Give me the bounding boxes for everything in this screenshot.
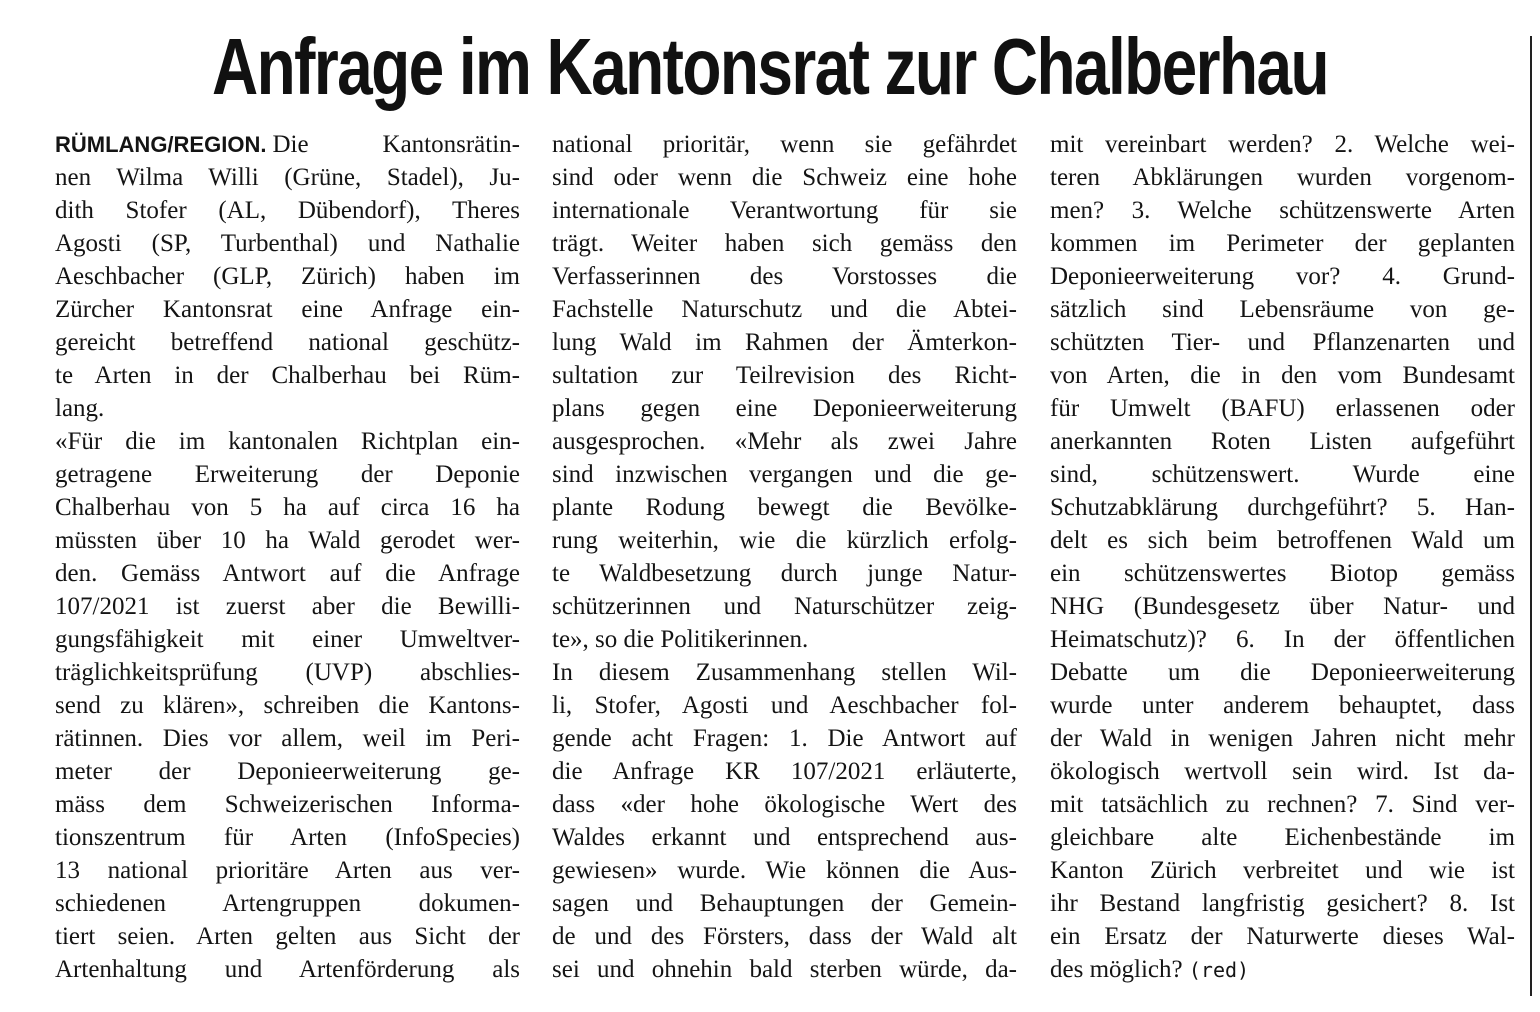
text-line bbox=[552, 425, 1017, 458]
text-line-content: mit vereinbart werden? 2. Welche wei- bbox=[1050, 131, 1515, 158]
text-line bbox=[55, 821, 520, 854]
text-line-content: Die Kantonsrätin- bbox=[272, 131, 520, 158]
text-line bbox=[1050, 557, 1515, 590]
text-line bbox=[55, 227, 520, 260]
text-line-content: sultation zur Teilrevision des Richt- bbox=[552, 362, 1017, 389]
text-line-content: Deponieerweiterung vor? 4. Grund- bbox=[1050, 263, 1515, 290]
text-line bbox=[1050, 128, 1515, 161]
text-line-content: te», so die Politikerinnen. bbox=[552, 626, 809, 653]
text-line bbox=[1050, 260, 1515, 293]
text-line-content: tionszentrum für Arten (InfoSpecies) bbox=[55, 824, 520, 851]
text-line bbox=[55, 359, 520, 392]
text-line-content: send zu klären», schreiben die Kantons- bbox=[55, 692, 520, 719]
text-line-content: rung weiterhin, wie die kürzlich erfolg- bbox=[552, 527, 1017, 554]
text-line bbox=[1050, 920, 1515, 953]
text-line-content: schützten Tier- und Pflanzenarten und bbox=[1050, 329, 1515, 356]
text-line bbox=[1050, 590, 1515, 623]
text-line-content: sind, schützenswert. Wurde eine bbox=[1050, 461, 1515, 488]
text-line bbox=[55, 656, 520, 689]
text-line-content: plans gegen eine Deponieerweiterung bbox=[552, 395, 1017, 422]
text-line bbox=[552, 656, 1017, 689]
article-column-2 bbox=[552, 128, 1017, 986]
text-line bbox=[1050, 293, 1515, 326]
text-line-content: men? 3. Welche schützenswerte Arten bbox=[1050, 197, 1515, 224]
text-line-content: Heimatschutz)? 6. In der öffentlichen bbox=[1050, 626, 1515, 653]
text-line bbox=[1050, 491, 1515, 524]
text-line bbox=[55, 788, 520, 821]
text-line bbox=[55, 491, 520, 524]
text-line-content: sätzlich sind Lebensräume von ge- bbox=[1050, 296, 1515, 323]
text-line bbox=[552, 491, 1017, 524]
text-line-content: gereicht betreffend national geschütz- bbox=[55, 329, 520, 356]
text-line bbox=[552, 590, 1017, 623]
text-line bbox=[1050, 359, 1515, 392]
text-line bbox=[552, 755, 1017, 788]
text-line-content: «Für die im kantonalen Richtplan ein- bbox=[55, 428, 520, 455]
text-line bbox=[55, 623, 520, 656]
text-line bbox=[55, 128, 520, 161]
text-line-content: den. Gemäss Antwort auf die Anfrage bbox=[55, 560, 520, 587]
text-line-content: sagen und Behauptungen der Gemein- bbox=[552, 890, 1017, 917]
text-line bbox=[1050, 227, 1515, 260]
text-line-content: Aeschbacher (GLP, Zürich) haben im bbox=[55, 263, 520, 290]
text-line bbox=[552, 821, 1017, 854]
text-line-content: 13 national prioritäre Arten aus ver- bbox=[55, 857, 520, 884]
text-line-content: 107/2021 ist zuerst aber die Bewilli- bbox=[55, 593, 520, 620]
text-line-content: dass «der hohe ökologische Wert des bbox=[552, 791, 1017, 818]
text-line bbox=[55, 854, 520, 887]
text-line-content: Fachstelle Naturschutz und die Abtei- bbox=[552, 296, 1017, 323]
text-line bbox=[552, 458, 1017, 491]
text-line bbox=[55, 524, 520, 557]
text-line-content: die Anfrage KR 107/2021 erläuterte, bbox=[552, 758, 1017, 785]
text-line-content: schützerinnen und Naturschützer zeig- bbox=[552, 593, 1017, 620]
text-line-content: Verfasserinnen des Vorstosses die bbox=[552, 263, 1017, 290]
text-line bbox=[1050, 326, 1515, 359]
text-line-content: Agosti (SP, Turbenthal) und Nathalie bbox=[55, 230, 520, 257]
text-line-content: national prioritär, wenn sie gefährdet bbox=[552, 131, 1017, 158]
text-line-content: Schutzabklärung durchgeführt? 5. Han- bbox=[1050, 494, 1515, 521]
text-line bbox=[552, 920, 1017, 953]
text-line bbox=[55, 887, 520, 920]
text-line bbox=[1050, 953, 1515, 986]
text-line bbox=[1050, 194, 1515, 227]
text-line bbox=[1050, 854, 1515, 887]
text-line bbox=[552, 359, 1017, 392]
text-line bbox=[552, 161, 1017, 194]
text-line bbox=[552, 689, 1017, 722]
text-line bbox=[552, 788, 1017, 821]
text-line-content: ein schützenswertes Biotop gemäss bbox=[1050, 560, 1515, 587]
text-line-content: wurde unter anderem behauptet, dass bbox=[1050, 692, 1515, 719]
text-line bbox=[55, 161, 520, 194]
text-line bbox=[55, 755, 520, 788]
text-line bbox=[55, 392, 520, 425]
text-line-content: Debatte um die Deponieerweiterung bbox=[1050, 659, 1515, 686]
text-line-content: te Arten in der Chalberhau bei Rüm- bbox=[55, 362, 520, 389]
text-line bbox=[552, 953, 1017, 986]
article-dateline: RÜMLANG/REGION. bbox=[55, 132, 267, 157]
author-credit: (red) bbox=[1188, 958, 1250, 982]
text-line bbox=[55, 722, 520, 755]
text-line bbox=[55, 260, 520, 293]
text-line bbox=[55, 194, 520, 227]
article-headline: Anfrage im Kantonsrat zur Chalberhau bbox=[212, 22, 1328, 111]
text-line-content: gewiesen» wurde. Wie können die Aus- bbox=[552, 857, 1017, 884]
text-line bbox=[1050, 689, 1515, 722]
text-line-content: Waldes erkannt und entsprechend aus- bbox=[552, 824, 1017, 851]
text-line-content: des möglich? bbox=[1050, 956, 1183, 983]
text-line-content: Kanton Zürich verbreitet und wie ist bbox=[1050, 857, 1515, 884]
text-line-content: kommen im Perimeter der geplanten bbox=[1050, 230, 1515, 257]
text-line bbox=[1050, 788, 1515, 821]
text-line bbox=[55, 293, 520, 326]
text-line-content: ausgesprochen. «Mehr als zwei Jahre bbox=[552, 428, 1017, 455]
text-line-content: de und des Försters, dass der Wald alt bbox=[552, 923, 1017, 950]
text-line bbox=[1050, 425, 1515, 458]
text-line-content: mit tatsächlich zu rechnen? 7. Sind ver- bbox=[1050, 791, 1515, 818]
text-line bbox=[55, 458, 520, 491]
text-line-content: trägt. Weiter haben sich gemäss den bbox=[552, 230, 1017, 257]
text-line-content: müssten über 10 ha Wald gerodet wer- bbox=[55, 527, 520, 554]
text-line-content: In diesem Zusammenhang stellen Wil- bbox=[552, 659, 1017, 686]
text-line-content: nen Wilma Willi (Grüne, Stadel), Ju- bbox=[55, 164, 520, 191]
text-line bbox=[552, 854, 1017, 887]
text-line-content: li, Stofer, Agosti und Aeschbacher fol- bbox=[552, 692, 1017, 719]
column-rule bbox=[1530, 36, 1532, 996]
text-line-content: schiedenen Artengruppen dokumen- bbox=[55, 890, 520, 917]
text-line-content: ein Ersatz der Naturwerte dieses Wal- bbox=[1050, 923, 1515, 950]
text-line bbox=[1050, 755, 1515, 788]
text-line-content: gende acht Fragen: 1. Die Antwort auf bbox=[552, 725, 1017, 752]
text-line-content: NHG (Bundesgesetz über Natur- und bbox=[1050, 593, 1515, 620]
text-line bbox=[552, 128, 1017, 161]
text-line bbox=[55, 920, 520, 953]
text-line-content: mäss dem Schweizerischen Informa- bbox=[55, 791, 520, 818]
text-line bbox=[55, 689, 520, 722]
text-line-content: meter der Deponieerweiterung ge- bbox=[55, 758, 520, 785]
text-line bbox=[552, 524, 1017, 557]
text-line bbox=[55, 326, 520, 359]
text-line bbox=[55, 953, 520, 986]
text-line bbox=[552, 260, 1017, 293]
text-line-content: träglichkeitsprüfung (UVP) abschlies- bbox=[55, 659, 520, 686]
text-line-content: internationale Verantwortung für sie bbox=[552, 197, 1017, 224]
text-line-content: teren Abklärungen wurden vorgenom- bbox=[1050, 164, 1515, 191]
text-line-content: lang. bbox=[55, 395, 105, 422]
text-line-content: für Umwelt (BAFU) erlassenen oder bbox=[1050, 395, 1515, 422]
text-line-content: ihr Bestand langfristig gesichert? 8. Ist bbox=[1050, 890, 1515, 917]
text-line-content: delt es sich beim betroffenen Wald um bbox=[1050, 527, 1515, 554]
text-line-content: Chalberhau von 5 ha auf circa 16 ha bbox=[55, 494, 520, 521]
text-line bbox=[552, 227, 1017, 260]
text-line bbox=[552, 194, 1017, 227]
text-line-content: Zürcher Kantonsrat eine Anfrage ein- bbox=[55, 296, 520, 323]
text-line bbox=[55, 425, 520, 458]
text-line-content: lung Wald im Rahmen der Ämterkon- bbox=[552, 329, 1017, 356]
text-line bbox=[552, 392, 1017, 425]
text-line-content: Artenhaltung und Artenförderung als bbox=[55, 956, 520, 983]
text-line-content: getragene Erweiterung der Deponie bbox=[55, 461, 520, 488]
text-line-content: gleichbare alte Eichenbestände im bbox=[1050, 824, 1515, 851]
text-line bbox=[1050, 458, 1515, 491]
text-line bbox=[552, 722, 1017, 755]
text-line-content: der Wald in wenigen Jahren nicht mehr bbox=[1050, 725, 1515, 752]
text-line bbox=[1050, 161, 1515, 194]
text-line bbox=[552, 326, 1017, 359]
text-line-content: gungsfähigkeit mit einer Umweltver- bbox=[55, 626, 520, 653]
text-line-content: tiert seien. Arten gelten aus Sicht der bbox=[55, 923, 520, 950]
text-line bbox=[55, 590, 520, 623]
text-line-content: rätinnen. Dies vor allem, weil im Peri- bbox=[55, 725, 520, 752]
text-line bbox=[1050, 656, 1515, 689]
text-line bbox=[1050, 722, 1515, 755]
article-column-1 bbox=[55, 128, 520, 986]
text-line bbox=[552, 623, 1017, 656]
text-line-content: anerkannten Roten Listen aufgeführt bbox=[1050, 428, 1515, 455]
text-line bbox=[552, 557, 1017, 590]
article-body bbox=[55, 128, 1515, 998]
text-line-content: sind inzwischen vergangen und die ge- bbox=[552, 461, 1017, 488]
text-line-content: te Waldbesetzung durch junge Natur- bbox=[552, 560, 1017, 587]
text-line bbox=[552, 887, 1017, 920]
text-line bbox=[1050, 623, 1515, 656]
text-line bbox=[552, 293, 1017, 326]
text-line bbox=[1050, 524, 1515, 557]
text-line-content: sei und ohnehin bald sterben würde, da- bbox=[552, 956, 1017, 983]
text-line bbox=[1050, 392, 1515, 425]
text-line-content: plante Rodung bewegt die Bevölke- bbox=[552, 494, 1017, 521]
article-column-3 bbox=[1050, 128, 1515, 986]
text-line-content: sind oder wenn die Schweiz eine hohe bbox=[552, 164, 1017, 191]
text-line bbox=[1050, 887, 1515, 920]
text-line-content: ökologisch wertvoll sein wird. Ist da- bbox=[1050, 758, 1515, 785]
text-line bbox=[55, 557, 520, 590]
text-line-content: von Arten, die in den vom Bundesamt bbox=[1050, 362, 1515, 389]
text-line bbox=[1050, 821, 1515, 854]
text-line-content: dith Stofer (AL, Dübendorf), Theres bbox=[55, 197, 520, 224]
